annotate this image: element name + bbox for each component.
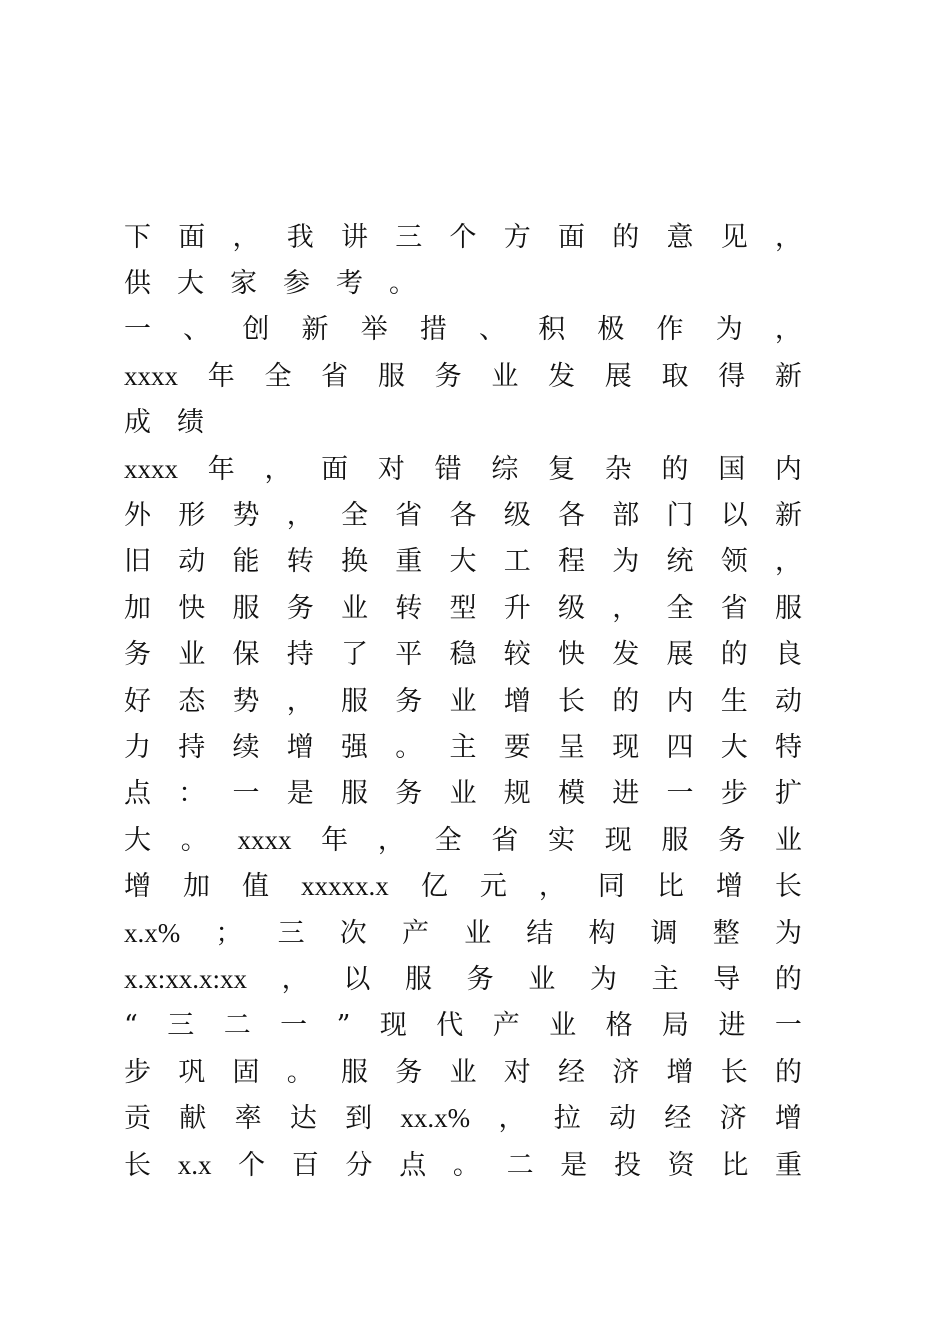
- text-token: 考: [336, 268, 363, 300]
- text-token: 较: [503, 639, 531, 671]
- text-token: 积: [538, 314, 566, 346]
- text-token: 工: [503, 546, 531, 578]
- text-token: 年: [207, 360, 235, 392]
- text-token: 统: [666, 546, 694, 578]
- text-token: 创: [242, 314, 270, 346]
- text-token: 长: [774, 871, 802, 903]
- text-token: 态: [178, 685, 206, 717]
- text-token: 了: [341, 639, 368, 671]
- text-token: 的: [720, 639, 748, 671]
- text-token: x.x:xx.x:xx: [124, 963, 248, 994]
- text-token: 持: [178, 731, 206, 763]
- text-token: xxxx: [124, 360, 178, 391]
- text-token: 稳: [449, 639, 477, 671]
- text-token: 调: [650, 917, 678, 949]
- text-token: 讲: [341, 221, 368, 253]
- text-token: 。: [180, 824, 208, 856]
- text-token: xxxx: [124, 453, 178, 484]
- text-token: 一: [232, 778, 260, 810]
- text-token: 三: [395, 221, 423, 253]
- text-token: 增: [124, 871, 151, 903]
- text-token: 达: [289, 1103, 317, 1135]
- text-token: 加: [183, 871, 211, 903]
- text-token: 产: [401, 917, 429, 949]
- text-token: 步: [720, 778, 748, 810]
- text-token: 比: [721, 1149, 749, 1181]
- text-token: 动: [609, 1103, 636, 1135]
- text-token: 规: [503, 778, 531, 810]
- text-token: 代: [436, 1010, 464, 1042]
- text-token: 持: [286, 639, 314, 671]
- text-token: 新: [775, 500, 802, 532]
- text-token: 省: [491, 824, 519, 856]
- text-token: 务: [718, 824, 746, 856]
- text-token: 点: [124, 778, 151, 810]
- text-token: ；: [215, 917, 243, 949]
- text-token: 势: [232, 685, 260, 717]
- text-token: 国: [718, 453, 746, 485]
- text-line: [124, 1049, 802, 1095]
- text-token: 服: [404, 963, 432, 995]
- text-line: [124, 307, 802, 353]
- text-token: 、: [183, 314, 211, 346]
- text-token: 为: [612, 546, 640, 578]
- text-token: 外: [124, 500, 151, 532]
- text-token: 产: [492, 1010, 520, 1042]
- text-token: ，: [232, 221, 260, 253]
- text-token: 一: [774, 1010, 802, 1042]
- text-token: 增: [715, 871, 743, 903]
- text-token: 意: [666, 221, 694, 253]
- text-token: 务: [434, 360, 462, 392]
- text-token: 、: [479, 314, 507, 346]
- text-line: [124, 214, 802, 260]
- text-token: 对: [377, 453, 405, 485]
- text-token: 各: [449, 500, 477, 532]
- text-token: 为: [589, 963, 617, 995]
- text-token: 动: [775, 685, 802, 717]
- text-token: ：: [178, 778, 206, 810]
- text-token: 投: [613, 1149, 641, 1181]
- text-token: 的: [612, 221, 640, 253]
- text-token: 三: [167, 1010, 195, 1042]
- text-token: 以: [720, 500, 748, 532]
- text-line: [124, 539, 802, 585]
- text-token: 经: [664, 1103, 692, 1135]
- text-token: 综: [491, 453, 519, 485]
- text-token: 现: [612, 731, 640, 763]
- text-token: 是: [560, 1149, 588, 1181]
- text-token: 主: [651, 963, 679, 995]
- text-token: 的: [661, 453, 689, 485]
- text-token: ，: [377, 824, 405, 856]
- text-token: 省: [720, 592, 748, 624]
- text-line: [124, 632, 802, 678]
- text-line: [124, 446, 802, 492]
- text-line: [124, 817, 802, 863]
- text-token: 亿: [420, 871, 448, 903]
- text-token: 构: [588, 917, 616, 949]
- text-token: 参: [283, 268, 310, 300]
- text-line: [124, 1095, 802, 1141]
- text-token: 局: [662, 1010, 689, 1042]
- text-token: 内: [666, 685, 694, 717]
- text-line: [124, 1142, 802, 1188]
- text-token: 务: [124, 639, 151, 671]
- text-token: 济: [719, 1103, 747, 1135]
- text-token: 成: [124, 407, 151, 439]
- text-token: 二: [506, 1149, 534, 1181]
- text-token: ，: [264, 453, 292, 485]
- text-line: [124, 724, 802, 770]
- text-token: 绩: [177, 407, 204, 439]
- text-line: [124, 260, 802, 306]
- text-token: 增: [286, 731, 314, 763]
- text-token: 业: [341, 592, 368, 624]
- text-token: 大: [177, 268, 204, 300]
- text-token: 势: [232, 500, 260, 532]
- text-token: 重: [395, 546, 423, 578]
- text-token: 服: [341, 778, 368, 810]
- text-token: x.x: [177, 1149, 212, 1180]
- text-token: 全: [264, 360, 292, 392]
- text-token: 实: [548, 824, 576, 856]
- text-token: 良: [775, 639, 802, 671]
- text-token: 。: [395, 731, 423, 763]
- text-token: ，: [538, 871, 566, 903]
- text-token: 加: [124, 592, 151, 624]
- text-token: 领: [720, 546, 748, 578]
- text-token: 形: [178, 500, 206, 532]
- text-line: [124, 678, 802, 724]
- text-line: [124, 910, 802, 956]
- text-token: ”: [336, 1010, 351, 1042]
- text-token: 务: [466, 963, 494, 995]
- text-token: 二: [223, 1010, 251, 1042]
- text-token: 发: [548, 360, 576, 392]
- text-token: 转: [286, 546, 314, 578]
- text-token: 格: [605, 1010, 633, 1042]
- text-token: 是: [286, 778, 314, 810]
- text-token: xxxxx.x: [301, 871, 389, 902]
- text-token: 导: [713, 963, 741, 995]
- text-token: 元: [479, 871, 507, 903]
- text-token: 展: [604, 360, 632, 392]
- text-token: 进: [718, 1010, 746, 1042]
- text-token: 现: [379, 1010, 407, 1042]
- text-token: ，: [775, 546, 802, 578]
- text-token: 。: [389, 268, 416, 300]
- text-token: 为: [715, 314, 743, 346]
- text-token: 续: [232, 731, 260, 763]
- text-token: 大: [720, 731, 748, 763]
- text-token: 换: [341, 546, 368, 578]
- text-token: 杂: [604, 453, 632, 485]
- text-token: 省: [321, 360, 349, 392]
- text-token: 方: [503, 221, 531, 253]
- text-token: 业: [449, 685, 477, 717]
- text-token: 模: [558, 778, 585, 810]
- text-token: ，: [281, 963, 309, 995]
- text-token: 济: [612, 1056, 640, 1088]
- body-text: [124, 214, 802, 1188]
- text-token: 下: [124, 221, 151, 253]
- text-token: ，: [774, 314, 802, 346]
- text-token: 步: [124, 1056, 151, 1088]
- text-token: 型: [449, 592, 477, 624]
- text-token: 长: [720, 1056, 748, 1088]
- text-token: 增: [503, 685, 531, 717]
- text-token: 生: [720, 685, 748, 717]
- text-token: 拉: [553, 1103, 581, 1135]
- text-token: 作: [656, 314, 684, 346]
- text-token: 我: [286, 221, 314, 253]
- text-token: 动: [178, 546, 206, 578]
- text-token: 重: [775, 1149, 802, 1181]
- text-token: 措: [419, 314, 447, 346]
- text-token: 供: [124, 268, 151, 300]
- text-token: 结: [526, 917, 554, 949]
- text-token: 务: [286, 592, 314, 624]
- text-token: 级: [558, 592, 585, 624]
- text-token: 到: [345, 1103, 373, 1135]
- text-token: 巩: [178, 1056, 206, 1088]
- text-token: 错: [434, 453, 462, 485]
- text-token: 的: [612, 685, 640, 717]
- text-token: 年: [207, 453, 235, 485]
- text-line: [124, 492, 802, 538]
- text-token: 三: [277, 917, 305, 949]
- text-token: 程: [558, 546, 585, 578]
- text-token: 经: [558, 1056, 585, 1088]
- text-line: [124, 863, 802, 909]
- text-token: ，: [775, 221, 802, 253]
- text-token: 平: [395, 639, 423, 671]
- text-token: 好: [124, 685, 151, 717]
- text-line: [124, 1003, 802, 1049]
- text-token: 点: [399, 1149, 427, 1181]
- text-token: 业: [774, 824, 802, 856]
- text-token: 业: [449, 778, 477, 810]
- text-token: 全: [341, 500, 368, 532]
- text-token: 快: [178, 592, 206, 624]
- text-token: 力: [124, 731, 151, 763]
- text-token: 快: [558, 639, 585, 671]
- text-token: 服: [377, 360, 405, 392]
- text-token: 举: [360, 314, 388, 346]
- text-token: xxxx: [237, 824, 292, 855]
- text-token: 增: [666, 1056, 694, 1088]
- text-token: 服: [341, 685, 368, 717]
- text-token: 强: [341, 731, 368, 763]
- text-token: 以: [343, 963, 371, 995]
- text-token: 分: [345, 1149, 373, 1181]
- text-token: 对: [503, 1056, 531, 1088]
- text-line: [124, 585, 802, 631]
- text-token: 内: [774, 453, 802, 485]
- text-token: 整: [712, 917, 740, 949]
- text-token: 务: [395, 685, 423, 717]
- text-token: 升: [503, 592, 531, 624]
- text-token: 进: [612, 778, 640, 810]
- text-token: 务: [395, 778, 423, 810]
- text-line: [124, 956, 802, 1002]
- text-token: 业: [491, 360, 519, 392]
- text-token: 务: [395, 1056, 423, 1088]
- text-token: 固: [232, 1056, 260, 1088]
- text-token: 展: [666, 639, 694, 671]
- text-token: 省: [395, 500, 423, 532]
- text-token: 发: [612, 639, 640, 671]
- text-token: 值: [242, 871, 270, 903]
- text-token: “: [124, 1010, 138, 1042]
- text-token: 业: [449, 1056, 477, 1088]
- text-token: 同: [597, 871, 625, 903]
- text-line: [124, 400, 802, 446]
- text-token: 门: [666, 500, 694, 532]
- text-token: 个: [238, 1149, 266, 1181]
- text-token: 面: [321, 453, 349, 485]
- text-token: 新: [301, 314, 329, 346]
- text-token: 大: [449, 546, 477, 578]
- text-token: 业: [464, 917, 492, 949]
- text-token: 增: [774, 1103, 802, 1135]
- text-token: 转: [395, 592, 423, 624]
- text-token: ，: [498, 1103, 526, 1135]
- text-token: 四: [666, 731, 694, 763]
- text-token: 业: [528, 963, 556, 995]
- text-token: 一: [666, 778, 694, 810]
- text-token: 百: [291, 1149, 319, 1181]
- text-token: 家: [230, 268, 257, 300]
- text-token: 的: [774, 963, 802, 995]
- text-token: 现: [604, 824, 632, 856]
- text-line: [124, 353, 802, 399]
- text-token: 次: [339, 917, 367, 949]
- text-token: 特: [775, 731, 802, 763]
- text-token: 服: [775, 592, 802, 624]
- text-token: 大: [124, 824, 151, 856]
- text-token: 见: [720, 221, 748, 253]
- text-token: 主: [449, 731, 477, 763]
- text-token: 面: [178, 221, 206, 253]
- text-token: 的: [775, 1056, 802, 1088]
- text-token: 新: [774, 360, 802, 392]
- text-token: ，: [286, 500, 314, 532]
- text-token: 得: [718, 360, 746, 392]
- text-token: 贡: [124, 1103, 151, 1135]
- text-token: x.x%: [124, 917, 181, 948]
- text-token: 比: [656, 871, 684, 903]
- text-token: 面: [558, 221, 585, 253]
- text-token: 为: [774, 917, 802, 949]
- text-token: 长: [558, 685, 585, 717]
- text-token: 一: [124, 314, 151, 346]
- text-token: 业: [178, 639, 206, 671]
- text-token: 复: [548, 453, 576, 485]
- text-token: 服: [341, 1056, 368, 1088]
- text-line: [124, 771, 802, 817]
- text-token: 部: [612, 500, 640, 532]
- text-token: 取: [661, 360, 689, 392]
- text-token: 级: [503, 500, 531, 532]
- text-token: 业: [549, 1010, 577, 1042]
- text-token: 长: [124, 1149, 151, 1181]
- text-token: 各: [558, 500, 585, 532]
- text-token: 个: [449, 221, 477, 253]
- text-token: 全: [434, 824, 462, 856]
- text-token: 呈: [558, 731, 585, 763]
- text-token: 极: [597, 314, 625, 346]
- text-token: 保: [232, 639, 260, 671]
- text-token: 率: [234, 1103, 262, 1135]
- text-token: 献: [179, 1103, 207, 1135]
- text-token: 扩: [775, 778, 802, 810]
- text-token: 全: [666, 592, 694, 624]
- text-token: 。: [286, 1056, 314, 1088]
- text-token: 要: [503, 731, 531, 763]
- text-token: 一: [280, 1010, 308, 1042]
- text-token: 服: [232, 592, 260, 624]
- text-token: 服: [661, 824, 689, 856]
- text-token: 旧: [124, 546, 151, 578]
- text-token: ，: [612, 592, 640, 624]
- text-token: xx.x%: [400, 1103, 471, 1134]
- text-token: 。: [452, 1149, 480, 1181]
- text-token: 资: [667, 1149, 695, 1181]
- text-token: 能: [232, 546, 260, 578]
- text-token: 年: [321, 824, 349, 856]
- text-token: ，: [286, 685, 314, 717]
